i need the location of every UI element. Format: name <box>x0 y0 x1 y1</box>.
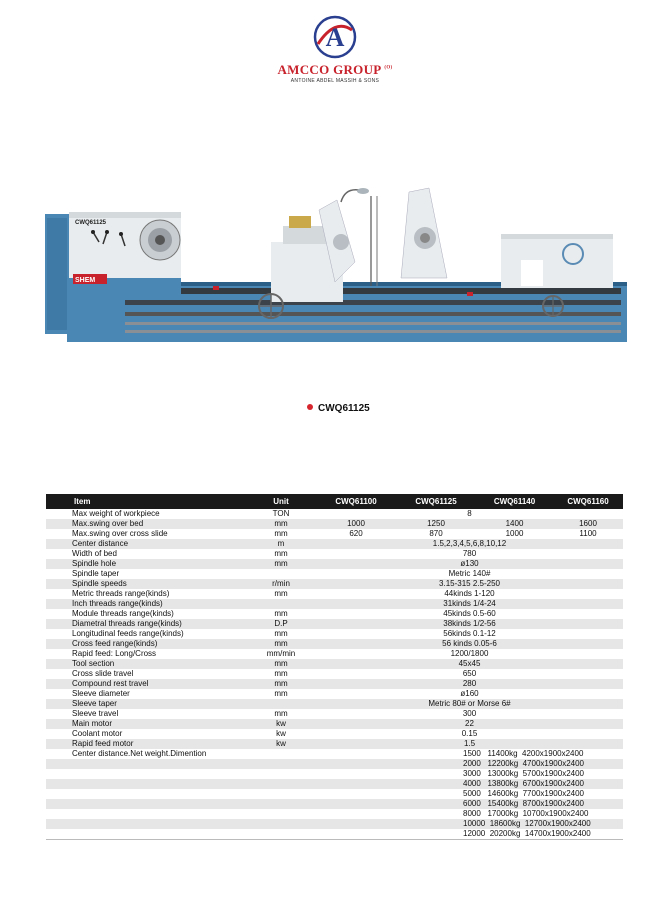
table-row <box>46 549 623 559</box>
row-merged-value: 3.15-315 2.5-250 <box>316 579 623 589</box>
row-merged-value: 1200/1800 <box>316 649 623 659</box>
row-item: Cross feed range(kinds) <box>46 639 246 649</box>
table-row <box>46 649 623 659</box>
row-item: Sleeve taper <box>46 699 246 709</box>
row-dimension-value: 2000 12200kg 4700x1900x2400 <box>316 759 623 769</box>
table-row <box>46 529 623 539</box>
row-merged-value: 22 <box>316 719 623 729</box>
table-row <box>46 769 623 779</box>
table-row <box>46 589 623 599</box>
row-merged-value: 56kinds 0.1-12 <box>316 629 623 639</box>
row-dimension-value: 6000 15400kg 8700x1900x2400 <box>316 799 623 809</box>
row-item <box>46 799 246 809</box>
table-row <box>46 719 623 729</box>
table-row <box>46 729 623 739</box>
row-merged-value: 38kinds 1/2-56 <box>316 619 623 629</box>
brand-subtitle: ANTOINE ABDEL MASSIH & SONS <box>290 78 380 84</box>
row-merged-value: 45x45 <box>316 659 623 669</box>
bed-rail <box>125 288 621 294</box>
row-value: 1000 <box>316 519 396 529</box>
row-merged-value: ø130 <box>316 559 623 569</box>
row-merged-value: Metric 80# or Morse 6# <box>316 699 623 709</box>
row-unit <box>246 569 316 579</box>
table-row <box>46 659 623 669</box>
bullet-dot-icon <box>307 404 313 410</box>
table-row <box>46 749 623 759</box>
row-item: Tool section <box>46 659 246 669</box>
row-unit: D.P <box>246 619 316 629</box>
row-unit <box>246 809 316 819</box>
row-item <box>46 779 246 789</box>
row-unit <box>246 769 316 779</box>
header-unit: Unit <box>246 494 316 509</box>
row-dimension-value: 8000 17000kg 10700x1900x2400 <box>316 809 623 819</box>
row-unit: mm <box>246 519 316 529</box>
emblem-letter: A <box>325 23 345 52</box>
row-merged-value: Metric 140# <box>316 569 623 579</box>
row-dimension-value: 3000 13000kg 5700x1900x2400 <box>316 769 623 779</box>
tool-post <box>289 216 311 228</box>
table-row <box>46 569 623 579</box>
lathe-machine-image <box>45 182 627 352</box>
row-item: Center distance <box>46 539 246 549</box>
row-unit <box>246 759 316 769</box>
row-value: 1000 <box>476 529 553 539</box>
row-unit: mm <box>246 549 316 559</box>
row-merged-value: 45kinds 0.5-60 <box>316 609 623 619</box>
row-merged-value: 1.5,2,3,4,5,6,8,10,12 <box>316 539 623 549</box>
table-row <box>46 699 623 709</box>
row-unit: mm/min <box>246 649 316 659</box>
row-item: Center distance.Net weight.Dimention <box>46 749 246 759</box>
table-row <box>46 519 623 529</box>
spec-table <box>46 494 623 840</box>
row-item: Max.swing over cross slide <box>46 529 246 539</box>
row-unit: mm <box>246 589 316 599</box>
table-row <box>46 559 623 569</box>
row-unit: mm <box>246 689 316 699</box>
row-item: Spindle hole <box>46 559 246 569</box>
row-unit: mm <box>246 709 316 719</box>
row-merged-value: 280 <box>316 679 623 689</box>
row-value: 1250 <box>396 519 476 529</box>
brand-badge-text: SHEM <box>75 277 96 284</box>
row-item <box>46 759 246 769</box>
row-item <box>46 819 246 829</box>
header-cwq61100: CWQ61100 <box>316 494 396 509</box>
table-row <box>46 819 623 829</box>
row-unit <box>246 699 316 709</box>
row-value: 870 <box>396 529 476 539</box>
row-item <box>46 769 246 779</box>
row-item <box>46 829 246 840</box>
amcco-emblem-icon <box>312 14 358 60</box>
row-item: Spindle speeds <box>46 579 246 589</box>
model-caption <box>307 403 370 414</box>
row-item: Sleeve travel <box>46 709 246 719</box>
table-row <box>46 619 623 629</box>
table-row <box>46 789 623 799</box>
table-row <box>46 609 623 619</box>
row-dimension-value: 10000 18600kg 12700x1900x2400 <box>316 819 623 829</box>
row-unit: TON <box>246 509 316 519</box>
table-row <box>46 799 623 809</box>
row-unit <box>246 799 316 809</box>
row-item: Inch threads range(kinds) <box>46 599 246 609</box>
row-item: Longitudinal feeds range(kinds) <box>46 629 246 639</box>
tailstock <box>501 234 613 288</box>
row-dimension-value: 5000 14600kg 7700x1900x2400 <box>316 789 623 799</box>
row-merged-value: 44kinds 1-120 <box>316 589 623 599</box>
row-unit: mm <box>246 659 316 669</box>
row-dimension-value: 1500 11400kg 4200x1900x2400 <box>316 749 623 759</box>
table-row <box>46 779 623 789</box>
row-unit: mm <box>246 559 316 569</box>
row-item <box>46 789 246 799</box>
spec-table-header <box>46 494 623 509</box>
header-item: Item <box>46 494 246 509</box>
row-item: Width of bed <box>46 549 246 559</box>
row-item: Diametral threads range(kinds) <box>46 619 246 629</box>
table-row <box>46 679 623 689</box>
spec-table-body <box>46 509 623 840</box>
table-row <box>46 829 623 840</box>
row-unit: mm <box>246 529 316 539</box>
row-merged-value: 0.15 <box>316 729 623 739</box>
row-item: Module threads range(kinds) <box>46 609 246 619</box>
row-unit: kw <box>246 739 316 749</box>
row-merged-value: ø160 <box>316 689 623 699</box>
row-merged-value: 56 kinds 0.05-6 <box>316 639 623 649</box>
row-value: 1600 <box>553 519 623 529</box>
row-unit: mm <box>246 669 316 679</box>
row-dimension-value: 12000 20200kg 14700x1900x2400 <box>316 829 623 840</box>
row-merged-value: 300 <box>316 709 623 719</box>
row-item: Main motor <box>46 719 246 729</box>
row-unit <box>246 749 316 759</box>
row-item: Rapid feed: Long/Cross <box>46 649 246 659</box>
row-merged-value: 780 <box>316 549 623 559</box>
row-dimension-value: 4000 13800kg 6700x1900x2400 <box>316 779 623 789</box>
row-unit: mm <box>246 609 316 619</box>
row-unit: mm <box>246 639 316 649</box>
row-unit <box>246 819 316 829</box>
row-unit: mm <box>246 629 316 639</box>
table-row <box>46 759 623 769</box>
row-item: Sleeve diameter <box>46 689 246 699</box>
row-unit: kw <box>246 719 316 729</box>
row-merged-value: 650 <box>316 669 623 679</box>
row-item: Rapid feed motor <box>46 739 246 749</box>
row-item: Max.swing over bed <box>46 519 246 529</box>
row-value: 620 <box>316 529 396 539</box>
row-merged-value: 31kinds 1/4-24 <box>316 599 623 609</box>
header-cwq61140: CWQ61140 <box>476 494 553 509</box>
table-row <box>46 809 623 819</box>
header-cwq61160: CWQ61160 <box>553 494 623 509</box>
row-unit <box>246 599 316 609</box>
table-row <box>46 689 623 699</box>
model-caption-text: CWQ61125 <box>318 403 370 414</box>
table-row <box>46 669 623 679</box>
table-row <box>46 709 623 719</box>
brand-name <box>0 62 670 78</box>
row-unit: mm <box>246 679 316 689</box>
table-row <box>46 539 623 549</box>
row-unit <box>246 779 316 789</box>
row-merged-value: 1.5 <box>316 739 623 749</box>
row-unit: m <box>246 539 316 549</box>
row-unit <box>246 829 316 840</box>
row-item <box>46 809 246 819</box>
row-unit: kw <box>246 729 316 739</box>
table-row <box>46 509 623 519</box>
row-item: Max weight of workpiece <box>46 509 246 519</box>
brand-text: AMCCO GROUP <box>277 62 381 77</box>
table-row <box>46 639 623 649</box>
brand-mark: (O) <box>384 65 393 71</box>
row-unit <box>246 789 316 799</box>
row-item: Spindle taper <box>46 569 246 579</box>
table-row <box>46 629 623 639</box>
row-merged-value: 8 <box>316 509 623 519</box>
table-row <box>46 739 623 749</box>
work-lamp <box>341 190 359 202</box>
row-item: Metric threads range(kinds) <box>46 589 246 599</box>
headstock-label: CWQ61125 <box>75 220 107 226</box>
table-row <box>46 579 623 589</box>
row-value: 1400 <box>476 519 553 529</box>
header-cwq61125: CWQ61125 <box>396 494 476 509</box>
company-logo <box>0 14 670 84</box>
row-value: 1100 <box>553 529 623 539</box>
table-row <box>46 599 623 609</box>
row-item: Coolant motor <box>46 729 246 739</box>
row-item: Cross slide travel <box>46 669 246 679</box>
row-item: Compound rest travel <box>46 679 246 689</box>
row-unit: r/min <box>246 579 316 589</box>
